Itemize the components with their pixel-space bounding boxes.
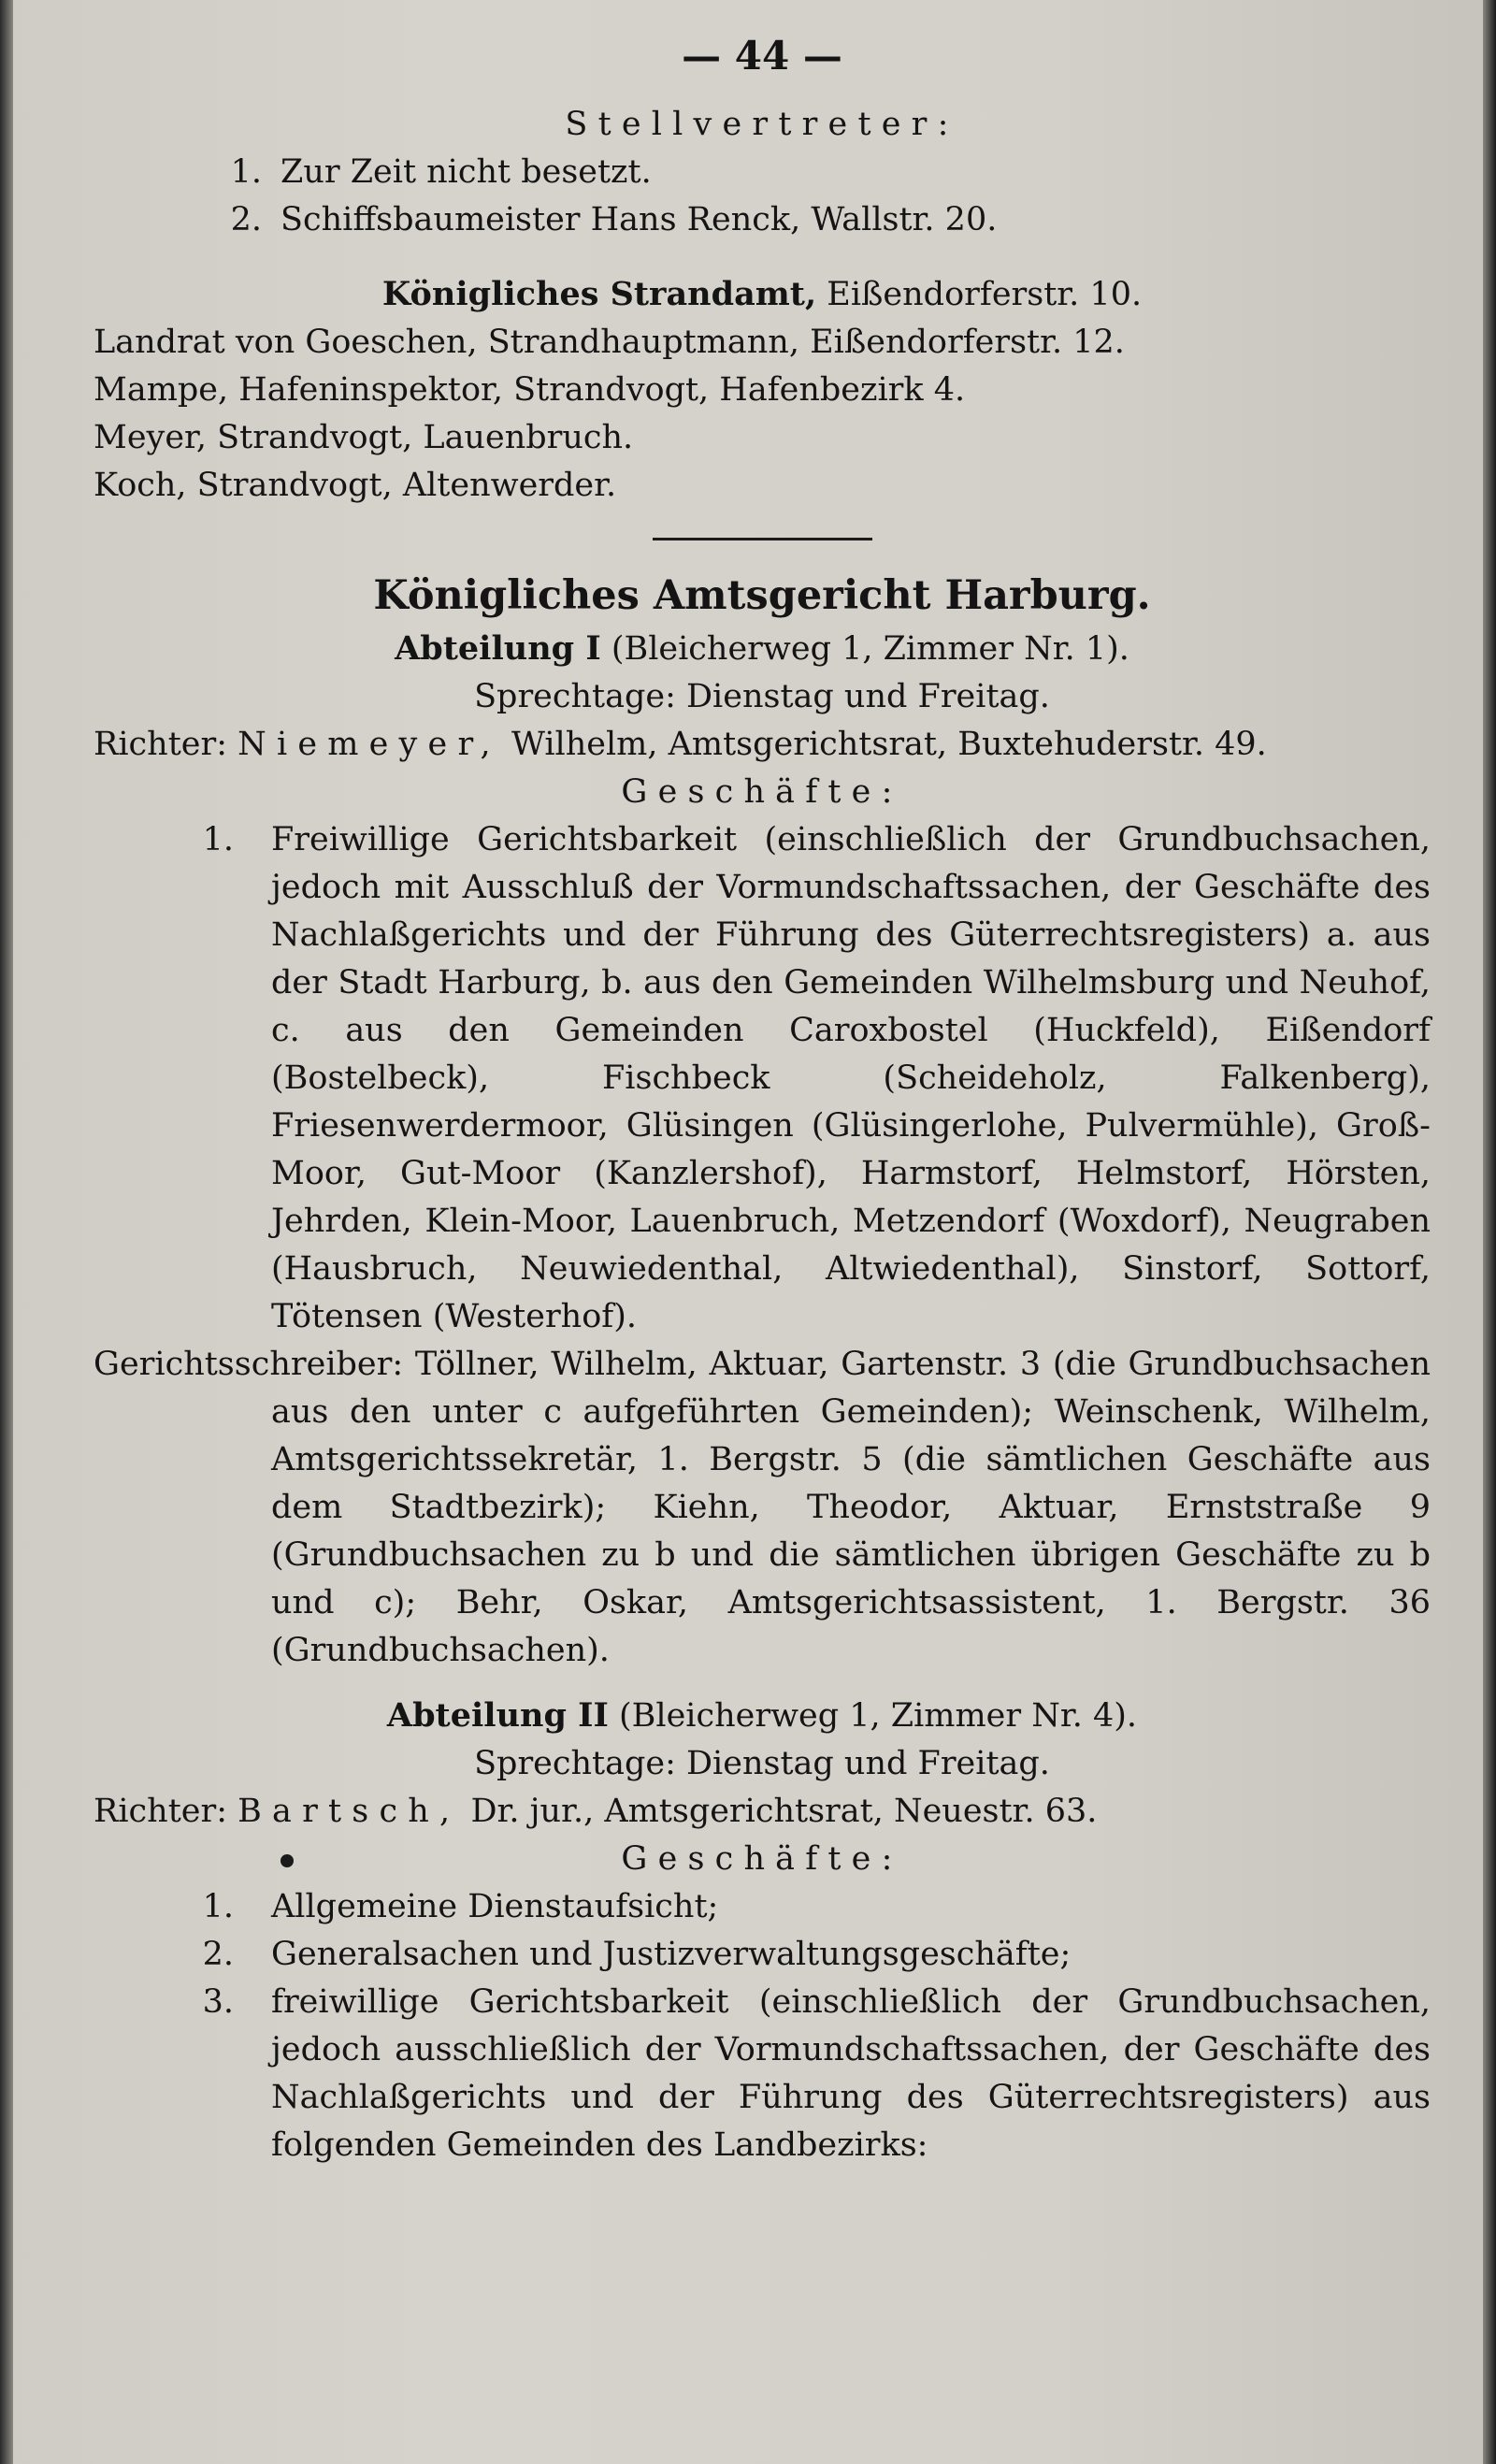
item-number: 1.: [230, 153, 262, 191]
abteilung-1-geschaefte-heading: Geschäfte:: [621, 773, 903, 811]
richter-label: Richter:: [94, 726, 238, 763]
abteilung-2-richter: [94, 1788, 1431, 1836]
item-number: 1.: [202, 1888, 234, 1925]
abteilung-2-location: (Bleicherweg 1, Zimmer Nr. 4).: [608, 1697, 1138, 1735]
page-content: [94, 28, 1431, 2169]
richter-name: Niemeyer,: [237, 726, 501, 763]
ink-blot: [280, 1854, 294, 1867]
list-item: [94, 1931, 1431, 1979]
page-edge-left: [0, 0, 13, 2464]
strandamt-line: Koch, Strandvogt, Altenwerder.: [94, 467, 617, 504]
richter-details: Wilhelm, Amtsgerichtsrat, Buxtehuderstr. 49.: [500, 726, 1267, 763]
abteilung-1-geschaefte-item: [94, 816, 1431, 1341]
item-number: 3.: [202, 1983, 234, 2021]
abteilung-2-heading: [94, 1692, 1431, 1740]
item-text: Freiwillige Gerichtsbarkeit (einschließlich der Grundbuchsachen, jedoch mit Ausschluß der Vormundschaftssachen, der Geschäfte des Nachlaßgerichts und der Führung des Güterrechtsregisters) a. aus der Stadt Harburg, b. aus den Gemeinden Wilhelmsburg und Neuhof, c. aus den Gemeinden Caroxbostel (Huckfeld), Eißendorf (Bostelbeck), Fischbeck (Scheideholz, Falkenberg), Friesenwerdermoor, Glüsingen (Glüsingerlohe, Pulvermühle), Groß-Moor, Gut-Moor (Kanzlershof), Harmstorf, Helmstorf, Hörsten, Jehrden, Klein-Moor, Lauenbruch, Metzendorf (Woxdorf), Neugraben (Hausbruch, Neuwiedenthal, Altwiedenthal), Sinstorf, Sottorf, Tötensen (Westerhof).: [271, 821, 1431, 1335]
list-item: [94, 196, 1431, 244]
page-number: — 44 —: [682, 33, 842, 79]
strandamt-line: Meyer, Strandvogt, Lauenbruch.: [94, 419, 634, 456]
abteilung-1-sprechtage: Sprechtage: Dienstag und Freitag.: [474, 678, 1050, 715]
strandamt-address: Eißendorferstr. 10.: [816, 276, 1143, 313]
strandamt-heading: [94, 270, 1431, 319]
section-divider: [653, 538, 872, 540]
item-text: freiwillige Gerichtsbarkeit (einschließlich der Grundbuchsachen, jedoch ausschließlich der Vormundschaftssachen, der Geschäfte des Nachlaßgerichts und der Führung des Güterrechtsregisters) aus folgenden Gemeinden des Landbezirks:: [271, 1983, 1431, 2164]
abteilung-1-location: (Bleicherweg 1, Zimmer Nr. 1).: [600, 630, 1129, 668]
stellvertreter-heading: Stellvertreter:: [565, 106, 959, 143]
abteilung-1-gerichtsschreiber: Gerichtsschreiber: Töllner, Wilhelm, Aktuar, Gartenstr. 3 (die Grundbuchsachen aus den unter c aufgeführten Gemeinden); Weinschenk, Wilhelm, Amtsgerichtssekretär, 1. Bergstr. 5 (die sämtlichen Geschäfte aus dem Stadtbezirk); Kiehn, Theodor, Aktuar, Ernststraße 9 (Grundbuchsachen zu b und die sämtlichen übrigen Geschäfte zu b und c); Behr, Oskar, Amtsgerichtsassistent, 1. Bergstr. 36 (Grundbuchsachen).: [94, 1346, 1431, 1669]
item-text: Zur Zeit nicht besetzt.: [280, 153, 652, 191]
abteilung-2-sprechtage: Sprechtage: Dienstag und Freitag.: [474, 1745, 1050, 1782]
abteilung-2-geschaefte-list: [94, 1883, 1431, 2169]
stellvertreter-list: [94, 149, 1431, 244]
abteilung-1-label: Abteilung I: [395, 629, 601, 668]
item-number: 1.: [202, 821, 234, 858]
item-text: Allgemeine Dienstaufsicht;: [271, 1888, 719, 1925]
richter-name: Bartsch,: [237, 1793, 461, 1830]
list-item: [94, 1979, 1431, 2169]
item-number: 2.: [202, 1936, 234, 1973]
item-number: 2.: [230, 201, 262, 238]
geschaefte-heading-text: Geschäfte:: [621, 1840, 903, 1878]
list-item: [94, 149, 1431, 196]
strandamt-title: Königliches Strandamt,: [381, 275, 817, 313]
abteilung-2-label: Abteilung II: [386, 1696, 609, 1735]
list-item: [94, 1883, 1431, 1931]
abteilung-2-geschaefte-heading: [94, 1836, 1431, 1883]
abteilung-1-heading: [94, 625, 1431, 673]
strandamt-line: Mampe, Hafeninspektor, Strandvogt, Hafenbezirk 4.: [94, 371, 966, 409]
amtsgericht-title: Königliches Amtsgericht Harburg.: [373, 572, 1151, 619]
item-text: Generalsachen und Justizverwaltungsgeschäfte;: [271, 1936, 1072, 1973]
item-text: Schiffsbaumeister Hans Renck, Wallstr. 20.: [280, 201, 998, 238]
richter-label: Richter:: [94, 1793, 238, 1830]
strandamt-line: Landrat von Goeschen, Strandhauptmann, Eißendorferstr. 12.: [94, 324, 1125, 361]
page-edge-right: [1483, 0, 1496, 2464]
abteilung-1-richter: [94, 721, 1431, 769]
richter-details: Dr. jur., Amtsgerichtsrat, Neuestr. 63.: [460, 1793, 1098, 1830]
